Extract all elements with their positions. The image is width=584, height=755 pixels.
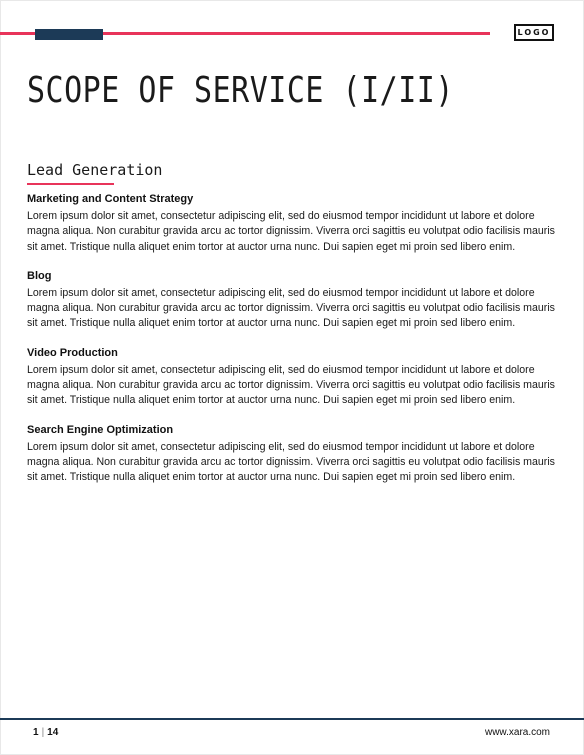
- logo: LOGO: [514, 24, 554, 41]
- header-navy-block: [35, 29, 103, 40]
- service-item-title: Blog: [27, 269, 52, 282]
- page-title: SCOPE OF SERVICE (I/II): [27, 70, 454, 112]
- service-item-blog: [27, 269, 557, 332]
- page-separator: |: [41, 727, 45, 738]
- service-list: [27, 192, 557, 500]
- section-heading: Lead Generation: [27, 161, 163, 179]
- service-item-body: Lorem ipsum dolor sit amet, consectetur adipiscing elit, sed do eiusmod tempor incididunt ut labore et dolore magna aliqua. Non curabitur gravida arcu ac tortor dignissim. Viverra orci sagittis eu volutpat odio facilisis mauris sit amet. Tristique nulla aliquet enim tortor at auctor urna nunc. Dui sapien eget mi proin sed libero enim.: [27, 286, 555, 330]
- service-item-title: Search Engine Optimization: [27, 423, 174, 436]
- page-number: [33, 727, 58, 738]
- service-item-seo: [27, 423, 557, 486]
- page-current: 1: [33, 727, 39, 738]
- page-total: 14: [47, 727, 59, 738]
- service-item-body: Lorem ipsum dolor sit amet, consectetur adipiscing elit, sed do eiusmod tempor incididunt ut labore et dolore magna aliqua. Non curabitur gravida arcu ac tortor dignissim. Viverra orci sagittis eu volutpat odio facilisis mauris sit amet. Tristique nulla aliquet enim tortor at auctor urna nunc. Dui sapien eget mi proin sed libero enim.: [27, 363, 555, 407]
- service-item-title: Video Production: [27, 346, 118, 359]
- section-heading-underline: [27, 183, 114, 185]
- footer-website-link[interactable]: www.xara.com: [484, 727, 550, 738]
- footer-divider: [0, 718, 584, 720]
- service-item-body: Lorem ipsum dolor sit amet, consectetur adipiscing elit, sed do eiusmod tempor incididunt ut labore et dolore magna aliqua. Non curabitur gravida arcu ac tortor dignissim. Viverra orci sagittis eu volutpat odio facilisis mauris sit amet. Tristique nulla aliquet enim tortor at auctor urna nunc. Dui sapien eget mi proin sed libero enim.: [27, 440, 555, 484]
- service-item-video: [27, 346, 557, 409]
- service-item-title: Marketing and Content Strategy: [27, 193, 194, 205]
- service-item-marketing: [27, 192, 557, 255]
- service-item-body: Lorem ipsum dolor sit amet, consectetur adipiscing elit, sed do eiusmod tempor incididunt ut labore et dolore magna aliqua. Non curabitur gravida arcu ac tortor dignissim. Viverra orci sagittis eu volutpat odio facilisis mauris sit amet. Tristique nulla aliquet enim tortor at auctor urna nunc. Dui sapien eget mi proin sed libero enim.: [27, 210, 555, 253]
